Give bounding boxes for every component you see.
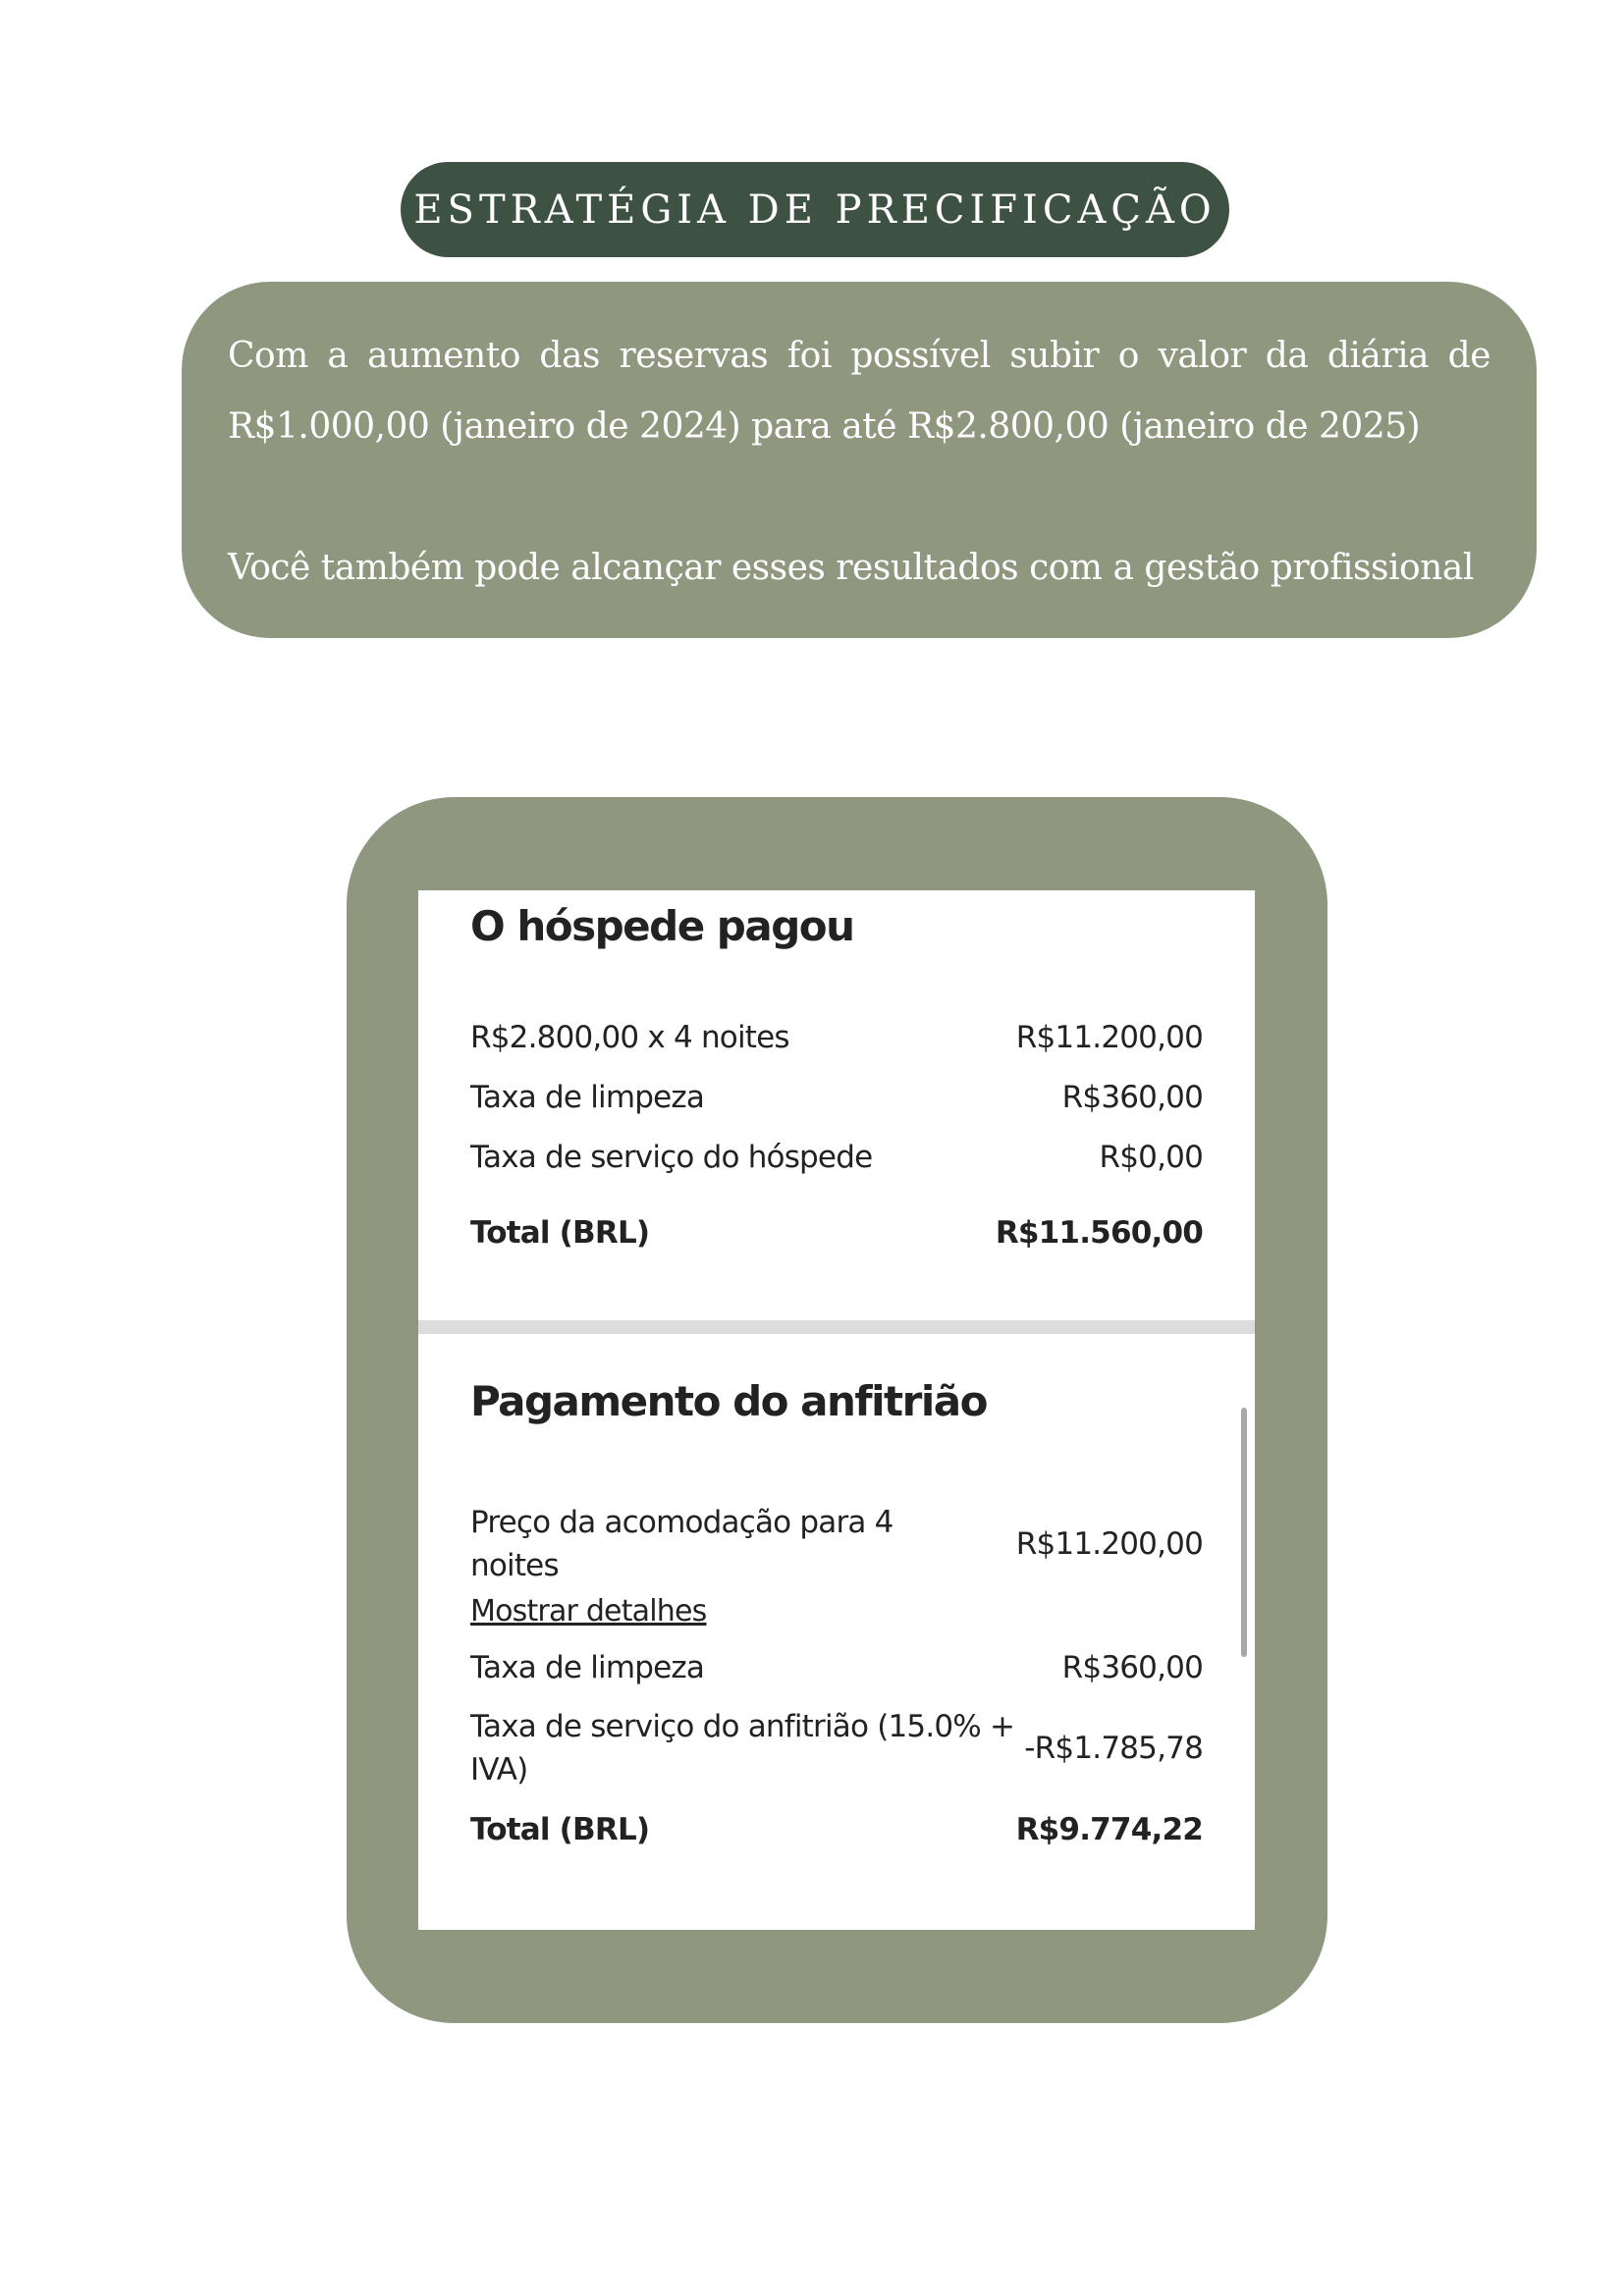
receipt-screenshot: [418, 890, 1255, 1930]
total-value: R$9.774,22: [1015, 1812, 1203, 1847]
row-label: Taxa de serviço do anfitrião (15.0% + IVA): [470, 1709, 1015, 1788]
intro-paragraph: Com a aumento das reservas foi possível subir o valor da diária de R$1.000,00 (janeiro de 2024) para até R$2.800,00 (janeiro de 2025): [228, 336, 1490, 447]
row-value: R$360,00: [1061, 1080, 1203, 1115]
row-value: R$11.200,00: [1015, 1526, 1203, 1562]
intro-callout: Você também pode alcançar esses resultados com a gestão profissional: [228, 548, 1474, 588]
guest-section-title: O hóspede pagou: [470, 902, 854, 950]
row-label: Taxa de serviço do hóspede: [470, 1140, 873, 1175]
host-row-cleaning-fee: [470, 1646, 1203, 1689]
show-details-link[interactable]: Mostrar detalhes: [470, 1594, 707, 1629]
row-value: R$0,00: [1099, 1140, 1203, 1175]
host-total-row: [470, 1808, 1203, 1851]
scrollbar[interactable]: [1241, 1408, 1247, 1657]
host-row-accommodation: [470, 1501, 1203, 1587]
page-title: ESTRATÉGIA DE PRECIFICAÇÃO: [413, 187, 1217, 233]
row-label: R$2.800,00 x 4 noites: [470, 1020, 789, 1055]
row-label: Taxa de limpeza: [470, 1080, 705, 1115]
guest-total-row: [470, 1211, 1203, 1255]
guest-row-service-fee: [470, 1136, 1203, 1179]
row-value: R$11.200,00: [1015, 1020, 1203, 1055]
total-value: R$11.560,00: [995, 1215, 1203, 1251]
guest-row-cleaning-fee: [470, 1076, 1203, 1119]
section-divider: [418, 1320, 1255, 1334]
total-label: Total (BRL): [470, 1812, 650, 1847]
guest-row-nights: [470, 1016, 1203, 1059]
row-value: R$360,00: [1061, 1650, 1203, 1685]
row-label: Preço da acomodação para 4 noites: [470, 1505, 893, 1583]
row-value: -R$1.785,78: [1024, 1731, 1203, 1766]
page-title-banner: [401, 162, 1229, 257]
host-row-service-fee: [470, 1705, 1203, 1791]
host-section-title: Pagamento do anfitrião: [470, 1377, 987, 1425]
total-label: Total (BRL): [470, 1215, 650, 1251]
row-label: Taxa de limpeza: [470, 1650, 705, 1685]
intro-panel: [182, 282, 1537, 638]
